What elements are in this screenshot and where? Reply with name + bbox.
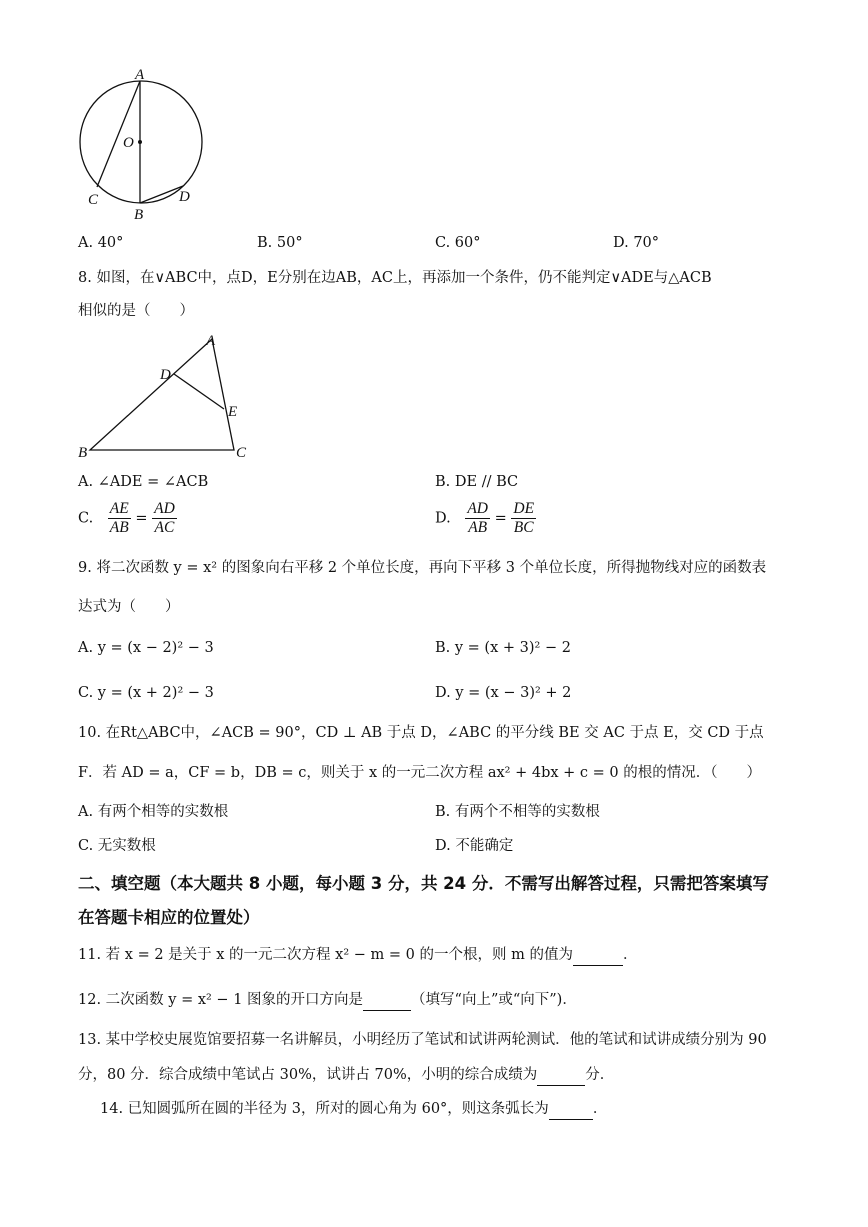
q9-question-line2: 达式为（ ）	[78, 599, 180, 615]
label-A: A	[135, 67, 145, 83]
q12-answer-blank[interactable]	[363, 990, 411, 1011]
label-D: D	[160, 367, 171, 383]
q8-option-d: D. $\frac{AD}{AB}$ = $\frac{DE}{BC}$	[435, 500, 535, 536]
q8d-frac1-den: AB	[468, 519, 488, 536]
q14-question: 14. 已知圆弧所在圆的半径为 3，所对的圆心角为 60°，则这条弧长为 ．	[100, 1099, 607, 1120]
label-C: C	[88, 192, 99, 208]
q8c-frac1-den: AB	[109, 519, 129, 536]
q12-question: 12. 二次函数 y = x² − 1 图象的开口方向是 （填写“向上”或“向下”)．	[78, 990, 577, 1011]
center-point-O	[138, 140, 142, 144]
q9-option-d: D. y = (x − 3)² + 2	[435, 685, 572, 701]
section-heading-line1: 二、填空题（本大题共 8 小题，每小题 3 分，共 24 分．不需写出解答过程，只需把答案填写	[78, 874, 769, 893]
q8-option-c: C. $\frac{AE}{AB}$ = $\frac{AD}{AC}$	[78, 500, 175, 536]
q14-answer-blank[interactable]	[549, 1099, 593, 1120]
q8d-frac2-den: BC	[513, 519, 534, 536]
chord-AC	[97, 81, 140, 187]
section-heading-line2: 在答题卡相应的位置处）	[78, 908, 260, 927]
q13-question-line2: 分，80 分．综合成绩中笔试占 30%，试讲占 70%，小明的综合成绩为 分．	[78, 1065, 614, 1086]
triangle-ABC	[90, 339, 234, 450]
q10-option-d: D. 不能确定	[435, 838, 514, 854]
label-A: A	[206, 333, 216, 349]
q9-option-a: A. y = (x − 2)² − 3	[78, 640, 214, 656]
q10-question-line1: 10. 在Rt△ABC中，∠ACB = 90°，CD ⊥ AB 于点 D，∠ABC 的平分线 BE 交 AC 于点 E，交 CD 于点	[78, 725, 764, 741]
q10-option-c: C. 无实数根	[78, 838, 156, 854]
q9-question-line1: 9. 将二次函数 y = x² 的图象向右平移 2 个单位长度，再向下平移 3 个单位长度，所得抛物线对应的函数表	[78, 560, 767, 576]
q7-option-a: A. 40°	[78, 235, 124, 251]
q8c-frac1-num: AE	[109, 500, 129, 517]
q9-option-c: C. y = (x + 2)² − 3	[78, 685, 214, 701]
q8-option-b: B. DE // BC	[435, 474, 519, 490]
q10-question-line2: F．若 AD = a，CF = b，DB = c，则关于 x 的一元二次方程 ax² + 4bx + c = 0 的根的情况．（ ）	[78, 765, 761, 781]
triangle-figure	[74, 330, 254, 462]
q8-option-a: A. ∠ADE = ∠ACB	[78, 474, 209, 490]
q7-option-c: C. 60°	[435, 235, 481, 251]
label-E: E	[228, 404, 238, 420]
q8d-frac1-num: AD	[467, 500, 488, 517]
q8-question-line1: 8. 如图，在∨ABC中，点D，E分别在边AB，AC上，再添加一个条件，仍不能判定∨ADE与△ACB	[78, 270, 712, 286]
label-B: B	[134, 207, 144, 222]
q7-option-b: B. 50°	[257, 235, 303, 251]
q13-answer-blank[interactable]	[537, 1065, 585, 1086]
q10-option-b: B. 有两个不相等的实数根	[435, 804, 600, 820]
segment-DE	[174, 374, 224, 409]
q10-option-a: A. 有两个相等的实数根	[78, 804, 229, 820]
q11-question: 11. 若 x = 2 是关于 x 的一元二次方程 x² − m = 0 的一个根，则 m 的值为 ．	[78, 945, 637, 966]
q8c-frac2-den: AC	[154, 519, 175, 536]
label-D: D	[179, 189, 190, 205]
q8d-frac2-num: DE	[513, 500, 535, 517]
q7-option-d: D. 70°	[613, 235, 660, 251]
label-C: C	[236, 445, 247, 461]
label-B: B	[78, 445, 88, 461]
q8-question-line2: 相似的是（ ）	[78, 303, 194, 319]
label-O: O	[123, 135, 134, 151]
chord-BD	[140, 186, 183, 203]
q8c-frac2-num: AD	[154, 500, 175, 517]
q13-question-line1: 13. 某中学校史展览馆要招募一名讲解员，小明经历了笔试和试讲两轮测试．他的笔试和试讲成绩分别为 90	[78, 1032, 767, 1048]
circle-figure	[70, 62, 220, 222]
q11-answer-blank[interactable]	[573, 945, 623, 966]
q9-option-b: B. y = (x + 3)² − 2	[435, 640, 571, 656]
